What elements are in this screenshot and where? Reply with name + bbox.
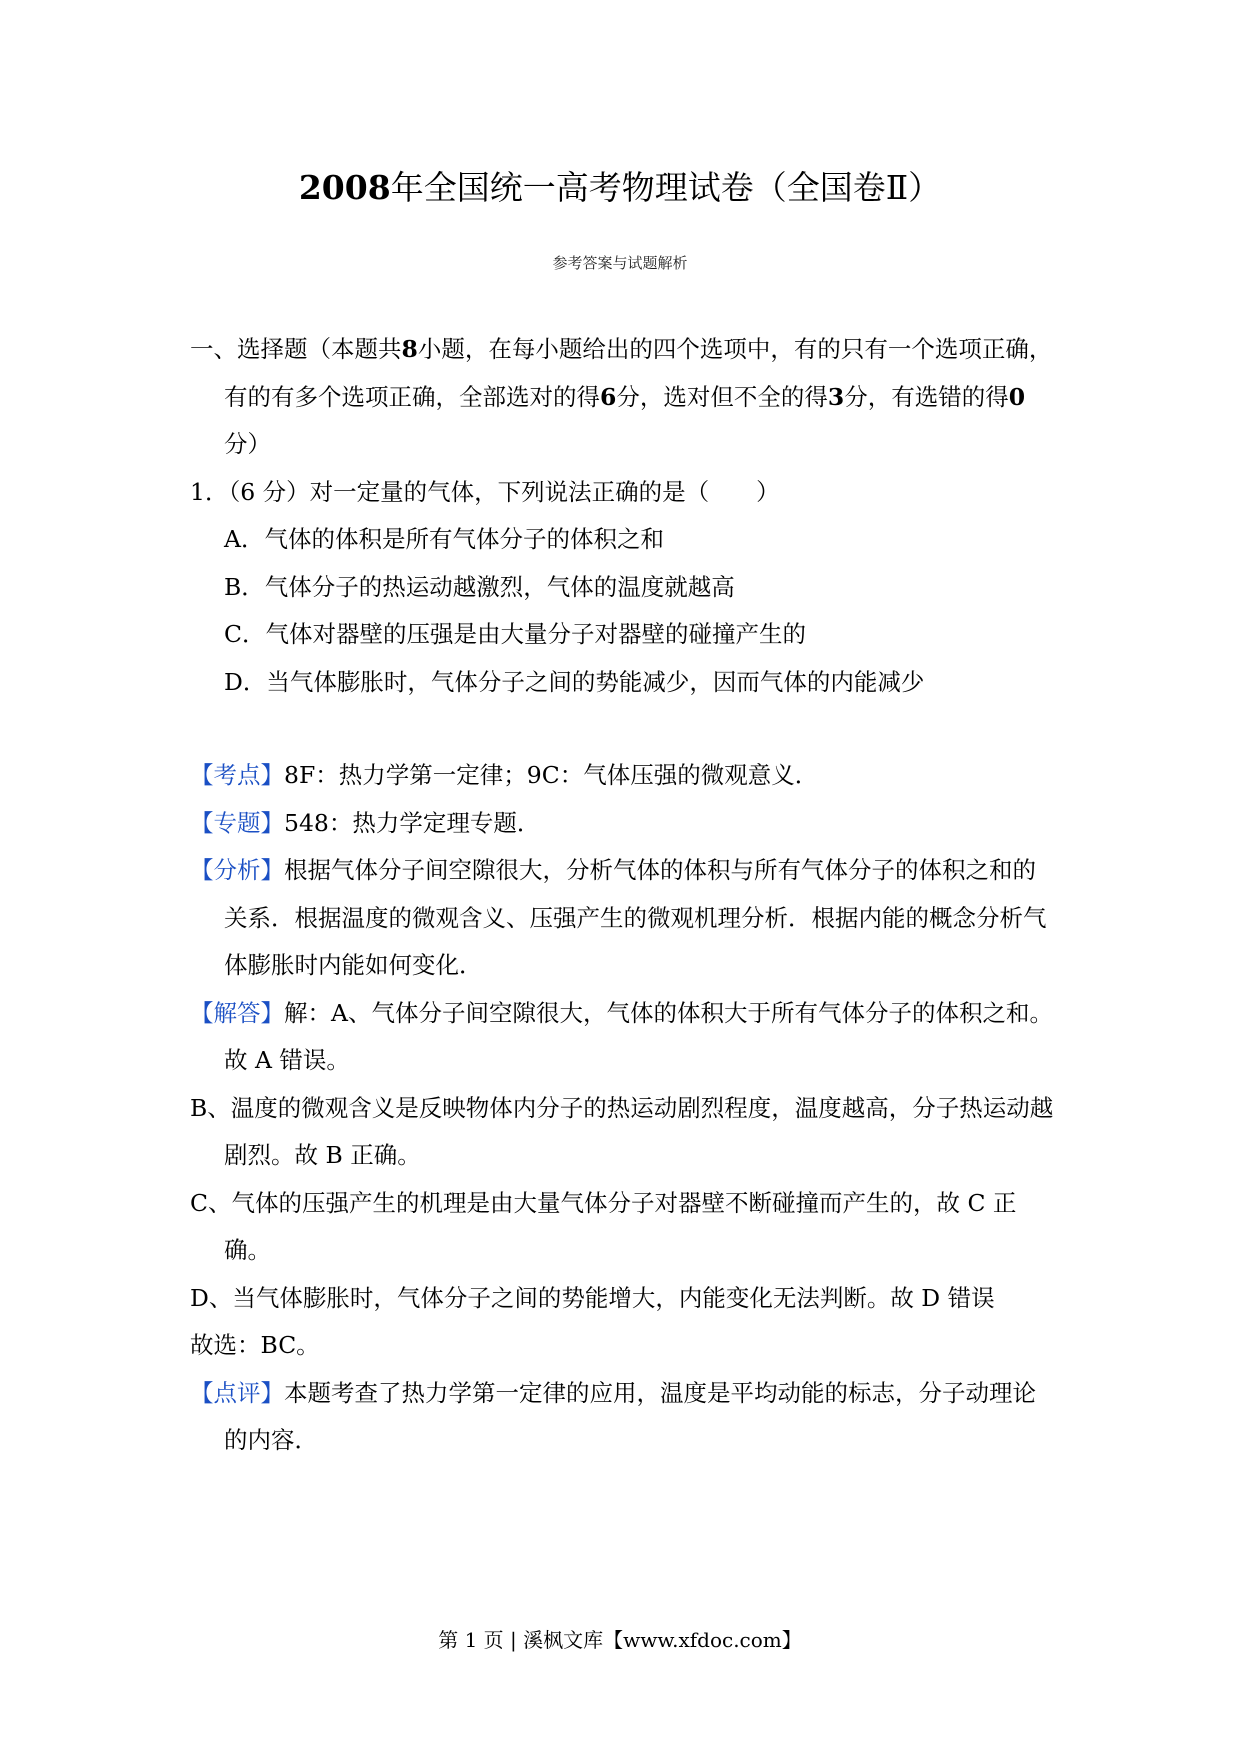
zhuanti-row [190, 800, 1058, 848]
page-subtitle: 参考答案与试题解析 [552, 254, 688, 272]
section-number-2: 6 [600, 382, 617, 411]
page-title [0, 166, 1240, 210]
section-text-4: 分，有选错的得 [844, 382, 1009, 411]
section-heading [190, 326, 1058, 469]
section-number-3: 3 [827, 382, 845, 411]
page-footer: 第 1 页 | 溪枫文库【www.xfdoc.com】 [438, 1628, 802, 1652]
section-number-1: 8 [401, 335, 418, 363]
spacer [190, 706, 1058, 752]
kaodian-row [190, 752, 1058, 800]
zhuanti-tag: 【专题】 [190, 808, 284, 837]
fenxi-row [190, 847, 1058, 990]
fenxi-tag: 【分析】 [190, 856, 284, 884]
option-a: A．气体的体积是所有气体分子的体积之和 [224, 525, 664, 553]
option-c: C．气体对器壁的压强是由大量分子对器壁的碰撞产生的 [224, 620, 806, 648]
question-stem: 1．（6 分）对一定量的气体，下列说法正确的是（ ） [190, 477, 780, 506]
answer-c: C、气体的压强产生的机理是由大量气体分子对器壁不断碰撞而产生的，故 C 正确。 [190, 1188, 1017, 1264]
dianping-tag: 【点评】 [190, 1378, 284, 1407]
section-text-1: 一、选择题（本题共 [190, 335, 402, 363]
document-body [190, 326, 1058, 1465]
fenxi-text: 根据气体分子间空隙很大，分析气体的体积与所有气体分子的体积之和的关系．根据温度的微观含义、压强产生的微观机理分析．根据内能的概念分析气体膨胀时内能如何变化． [224, 856, 1047, 979]
kaodian-text: 8F：热力学第一定律；9C：气体压强的微观意义． [284, 761, 819, 789]
jieda-row [190, 990, 1058, 1085]
answer-choice: 故选：BC。 [190, 1331, 320, 1359]
dianping-text: 本题考查了热力学第一定律的应用，温度是平均动能的标志，分子动理论的内容． [224, 1378, 1036, 1454]
title-year: 2008 [298, 168, 391, 207]
section-text-5: 分） [224, 430, 271, 458]
answer-d: D、当气体膨胀时，气体分子之间的势能增大，内能变化无法判断。故 D 错误 [190, 1283, 995, 1312]
section-number-4: 0 [1008, 382, 1026, 411]
answer-b: B、温度的微观含义是反映物体内分子的热运动剧烈程度，温度越高，分子热运动越剧烈。故 B 正确。 [190, 1093, 1054, 1169]
jieda-text: 解：A、气体分子间空隙很大，气体的体积大于所有气体分子的体积之和。故 A 错误。 [224, 998, 1053, 1074]
dianping-row [190, 1370, 1058, 1465]
kaodian-tag: 【考点】 [190, 761, 284, 789]
option-d: D．当气体膨胀时，气体分子之间的势能减少，因而气体的内能减少 [224, 667, 925, 696]
zhuanti-text: 548：热力学定理专题． [284, 808, 541, 837]
section-text-3: 分，选对但不全的得 [616, 382, 828, 411]
title-text: 年全国统一高考物理试卷（全国卷Ⅱ） [390, 168, 942, 207]
section-text-2: 小题，在每小题给出的四个选项中，有的只有一个选项正确，有的有多个选项正确，全部选对的得 [224, 335, 1053, 411]
option-b: B．气体分子的热运动越激烈，气体的温度就越高 [224, 572, 735, 601]
jieda-tag: 【解答】 [190, 998, 284, 1027]
